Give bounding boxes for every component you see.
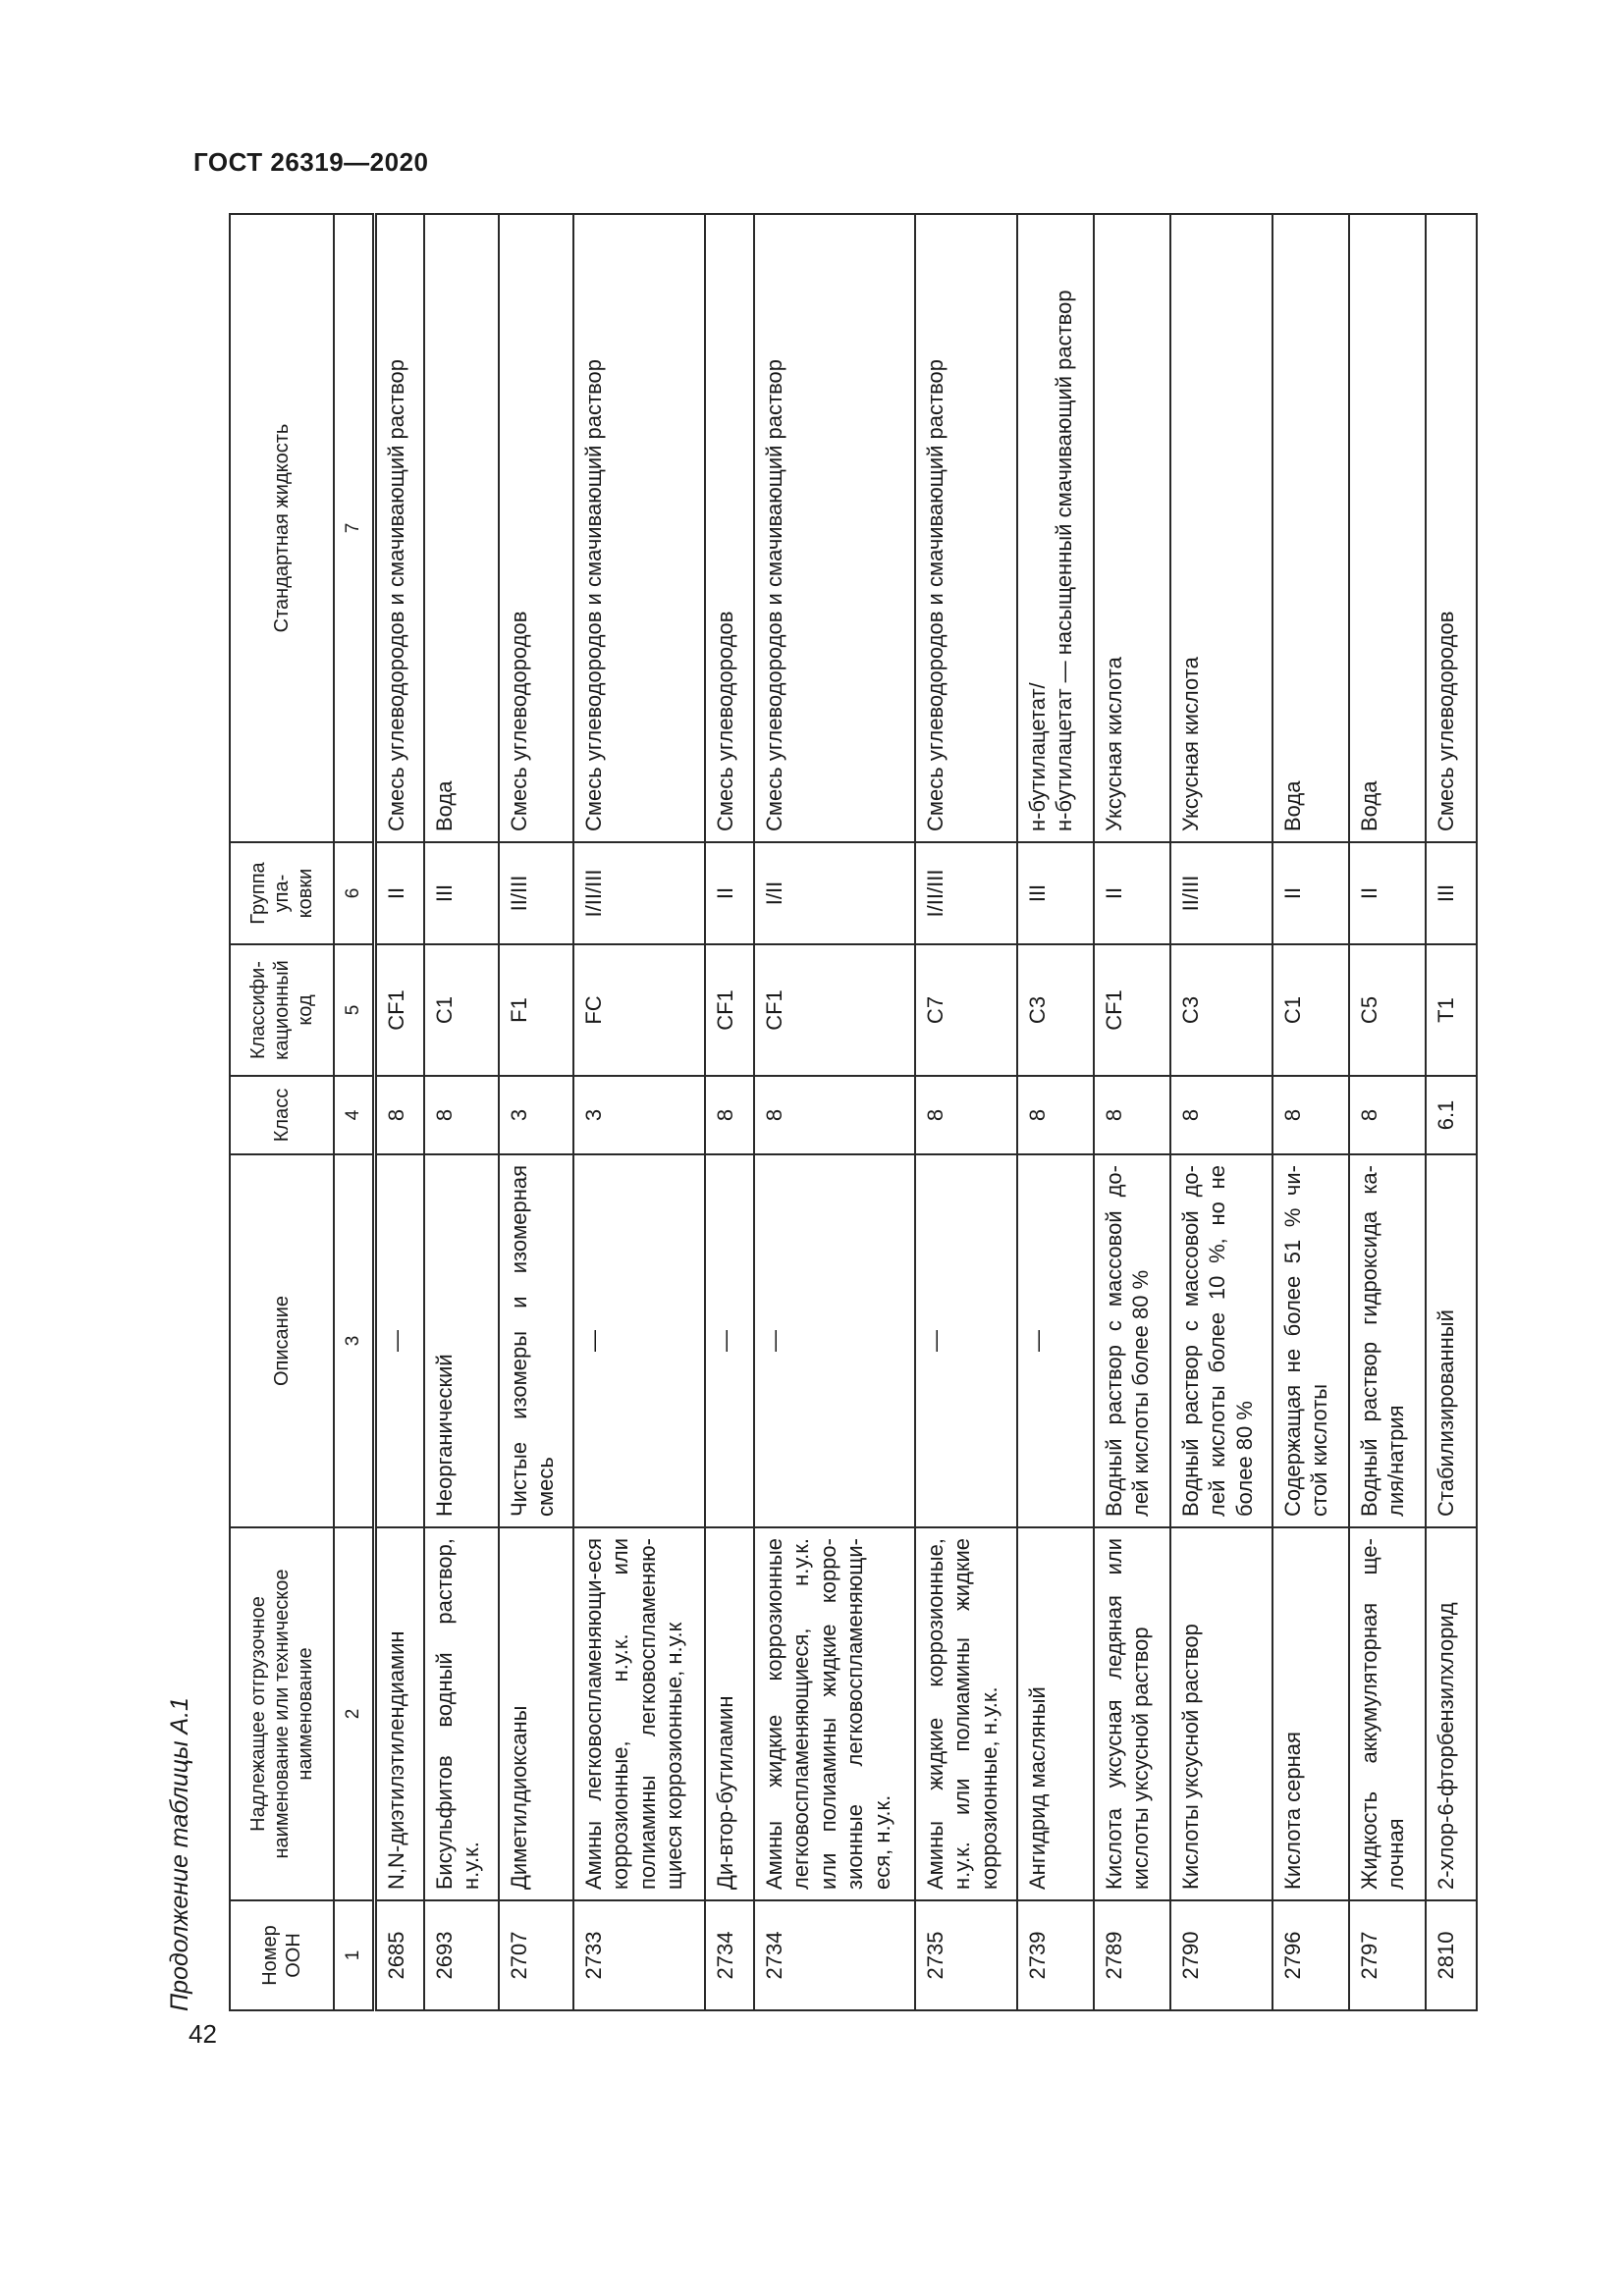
class-cell: 8 <box>375 1076 424 1154</box>
description-cell: Водный раствор гидроксида ка-лия/натрия <box>1349 1154 1426 1527</box>
shipping-name-cell: Диметилдиоксаны <box>499 1527 573 1900</box>
standard-liquid-cell: Смесь углеводородов и смачивающий раствор <box>573 214 705 842</box>
classification-code-cell: C5 <box>1349 944 1426 1076</box>
table-row <box>705 214 754 2010</box>
standard-liquid-line: н-бутилацетат/ <box>1024 682 1050 831</box>
standard-liquid-cell: Уксусная кислота <box>1094 214 1170 842</box>
class-cell: 8 <box>1272 1076 1349 1154</box>
description-cell: — <box>705 1154 754 1527</box>
description-cell: — <box>1017 1154 1094 1527</box>
packing-group-cell: II/III <box>499 842 573 944</box>
un-number-cell: 2733 <box>573 1900 705 2010</box>
standard-liquid-cell: Смесь углеводородов и смачивающий раствор <box>375 214 424 842</box>
class-cell: 8 <box>1349 1076 1426 1154</box>
description-cell: Водный раствор с массовой до-лей кислоты более 80 % <box>1094 1154 1170 1527</box>
un-number-cell: 2810 <box>1426 1900 1477 2010</box>
packing-group-cell: II <box>705 842 754 944</box>
packing-group-cell: I/II/III <box>915 842 1017 944</box>
table-row <box>1017 214 1094 2010</box>
shipping-name-cell: Кислота серная <box>1272 1527 1349 1900</box>
shipping-name-cell: Амины легковоспламеняющи-еся коррозионные, н.у.к. или полиамины легковоспламеняю-щиеся коррозионные, н.у.к <box>573 1527 705 1900</box>
class-cell: 8 <box>754 1076 915 1154</box>
description-cell: — <box>573 1154 705 1527</box>
class-cell: 8 <box>1017 1076 1094 1154</box>
class-cell: 8 <box>915 1076 1017 1154</box>
column-header-shipping-name: Надлежащее отгрузочное наименование или техническое наименование <box>230 1527 334 1900</box>
un-number-cell: 2685 <box>375 1900 424 2010</box>
un-number-cell: 2790 <box>1170 1900 1272 2010</box>
table-row <box>499 214 573 2010</box>
table-row <box>573 214 705 2010</box>
class-cell: 8 <box>424 1076 499 1154</box>
standard-liquid-cell <box>1017 214 1094 842</box>
packing-group-cell: III <box>424 842 499 944</box>
packing-group-cell: II <box>1349 842 1426 944</box>
packing-group-cell: II <box>375 842 424 944</box>
standard-liquid-cell: Вода <box>1272 214 1349 842</box>
column-number: 3 <box>334 1154 375 1527</box>
data-table <box>229 213 1478 2011</box>
classification-code-cell: C3 <box>1017 944 1094 1076</box>
column-number: 2 <box>334 1527 375 1900</box>
classification-code-cell: C1 <box>1272 944 1349 1076</box>
classification-code-cell: T1 <box>1426 944 1477 1076</box>
packing-group-cell: II <box>1272 842 1349 944</box>
un-number-cell: 2734 <box>705 1900 754 2010</box>
standard-liquid-line: н-бутилацетат — насыщенный смачивающий раствор <box>1052 290 1076 831</box>
classification-code-cell: C7 <box>915 944 1017 1076</box>
table-row <box>1094 214 1170 2010</box>
column-header-description: Описание <box>230 1154 334 1527</box>
classification-code-cell: CF1 <box>1094 944 1170 1076</box>
packing-group-cell: III <box>1426 842 1477 944</box>
description-cell: Водный раствор с массовой до-лей кислоты более 10 %, но не более 80 % <box>1170 1154 1272 1527</box>
shipping-name-cell: Ангидрид масляный <box>1017 1527 1094 1900</box>
un-number-cell: 2796 <box>1272 1900 1349 2010</box>
column-number: 7 <box>334 214 375 842</box>
table-caption: Продолжение таблицы А.1 <box>166 1697 193 2011</box>
column-header-packing-group: Группа упа-ковки <box>230 842 334 944</box>
standard-liquid-cell: Смесь углеводородов <box>1426 214 1477 842</box>
class-cell: 6.1 <box>1426 1076 1477 1154</box>
standard-liquid-cell: Смесь углеводородов <box>705 214 754 842</box>
description-cell: Неорганический <box>424 1154 499 1527</box>
packing-group-cell: I/II/III <box>573 842 705 944</box>
class-cell: 3 <box>573 1076 705 1154</box>
shipping-name-cell: 2-хлор-6-фторбензилхлорид <box>1426 1527 1477 1900</box>
table-row <box>915 214 1017 2010</box>
table-row <box>1272 214 1349 2010</box>
column-number: 4 <box>334 1076 375 1154</box>
description-cell: Стабилизированный <box>1426 1154 1477 1527</box>
page-number: 42 <box>189 2019 217 2049</box>
class-cell: 8 <box>1094 1076 1170 1154</box>
table-row <box>375 214 424 2010</box>
class-cell: 8 <box>705 1076 754 1154</box>
classification-code-cell: CF1 <box>754 944 915 1076</box>
un-number-cell: 2797 <box>1349 1900 1426 2010</box>
shipping-name-cell: Кислота уксусная ледяная или кислоты уксусной раствор <box>1094 1527 1170 1900</box>
description-cell: — <box>915 1154 1017 1527</box>
shipping-name-cell: Бисульфитов водный раствор, н.у.к. <box>424 1527 499 1900</box>
standard-liquid-cell: Смесь углеводородов <box>499 214 573 842</box>
shipping-name-cell: Амины жидкие коррозионные легковоспламеняющиеся, н.у.к. или полиамины жидкие корро-зионные легковоспламеняющи-еся, н.у.к. <box>754 1527 915 1900</box>
class-cell: 8 <box>1170 1076 1272 1154</box>
description-cell: — <box>754 1154 915 1527</box>
description-cell: Чистые изомеры и изомерная смесь <box>499 1154 573 1527</box>
column-header-classification-code: Классифи-кационный код <box>230 944 334 1076</box>
shipping-name-cell: N,N-диэтилэтилендиамин <box>375 1527 424 1900</box>
packing-group-cell: II <box>1094 842 1170 944</box>
standard-liquid-cell: Уксусная кислота <box>1170 214 1272 842</box>
header-row <box>230 214 334 2010</box>
un-number-cell: 2707 <box>499 1900 573 2010</box>
standard-liquid-cell: Смесь углеводородов и смачивающий раствор <box>915 214 1017 842</box>
table-row <box>754 214 915 2010</box>
standard-liquid-cell: Смесь углеводородов и смачивающий раствор <box>754 214 915 842</box>
table-row <box>1426 214 1477 2010</box>
rotated-table-area <box>166 215 1458 2011</box>
description-cell: — <box>375 1154 424 1527</box>
column-header-un-number: Номер ООН <box>230 1900 334 2010</box>
un-number-cell: 2739 <box>1017 1900 1094 2010</box>
un-number-cell: 2735 <box>915 1900 1017 2010</box>
class-cell: 3 <box>499 1076 573 1154</box>
column-number-row <box>334 214 375 2010</box>
classification-code-cell: C3 <box>1170 944 1272 1076</box>
description-cell: Содержащая не более 51 % чи-стой кислоты <box>1272 1154 1349 1527</box>
table-row <box>1170 214 1272 2010</box>
un-number-cell: 2734 <box>754 1900 915 2010</box>
shipping-name-cell: Ди-втор-бутиламин <box>705 1527 754 1900</box>
column-header-class: Класс <box>230 1076 334 1154</box>
un-number-cell: 2789 <box>1094 1900 1170 2010</box>
table-row <box>424 214 499 2010</box>
shipping-name-cell: Жидкость аккумуляторная ще-лочная <box>1349 1527 1426 1900</box>
classification-code-cell: C1 <box>424 944 499 1076</box>
un-number-cell: 2693 <box>424 1900 499 2010</box>
shipping-name-cell: Амины жидкие коррозионные, н.у.к. или полиамины жидкие коррозионные, н.у.к. <box>915 1527 1017 1900</box>
table-row <box>1349 214 1426 2010</box>
column-number: 1 <box>334 1900 375 2010</box>
packing-group-cell: III <box>1017 842 1094 944</box>
classification-code-cell: F1 <box>499 944 573 1076</box>
column-header-standard-liquid: Стандартная жидкость <box>230 214 334 842</box>
document-title: ГОСТ 26319—2020 <box>193 147 429 177</box>
shipping-name-cell: Кислоты уксусной раствор <box>1170 1527 1272 1900</box>
classification-code-cell: CF1 <box>705 944 754 1076</box>
packing-group-cell: II/III <box>1170 842 1272 944</box>
standard-liquid-cell: Вода <box>424 214 499 842</box>
classification-code-cell: CF1 <box>375 944 424 1076</box>
standard-liquid-cell: Вода <box>1349 214 1426 842</box>
classification-code-cell: FC <box>573 944 705 1076</box>
packing-group-cell: I/II <box>754 842 915 944</box>
column-number: 6 <box>334 842 375 944</box>
column-number: 5 <box>334 944 375 1076</box>
